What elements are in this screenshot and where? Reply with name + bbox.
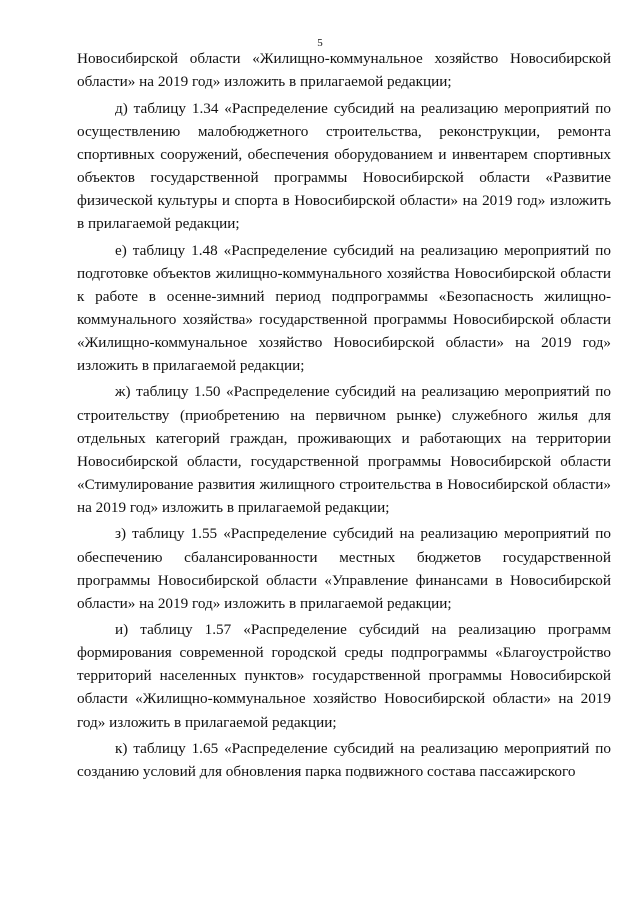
paragraph-continuation: Новосибирской области «Жилищно-коммунальное хозяйство Новосибирской области» на 2019 год» изложить в прилагаемой редакции; xyxy=(77,50,611,91)
paragraph-item-z: з) таблицу 1.55 «Распределение субсидий на реализацию мероприятий по обеспечению сбалансированности местных бюджетов государственной программы Новосибирской области «Управление финансами в Новосибирской области» на 2019 год» изложить в прилагаемой редакции; xyxy=(77,525,611,612)
paragraph-item-i: и) таблицу 1.57 «Распределение субсидий на реализацию программ формирования современной городской среды подпрограммы «Благоустройство территорий населенных пунктов» государственной программы Новосибирской области «Жилищно-коммунальное хозяйство Новосибирской области» на 2019 год» изложить в прилагаемой редакции; xyxy=(77,621,611,731)
document-body xyxy=(77,47,611,787)
page-number: 5 xyxy=(317,37,323,49)
paragraph-item-zh: ж) таблицу 1.50 «Распределение субсидий на реализацию мероприятий по строительству (приобретению на первичном рынке) служебного жилья для отдельных категорий граждан, проживающих и работающих на территории Новосибирской области, государственной программы Новосибирской области «Стимулирование развития жилищного строительства в Новосибирской области» на 2019 год» изложить в прилагаемой редакции; xyxy=(77,383,611,516)
paragraph-item-d: д) таблицу 1.34 «Распределение субсидий на реализацию мероприятий по осуществлению малобюджетного строительства, реконструкции, ремонта спортивных сооружений, обеспечения оборудованием и инвентарем спортивных объектов государственной программы Новосибирской области «Развитие физической культуры и спорта в Новосибирской области» на 2019 год» изложить в прилагаемой редакции; xyxy=(77,99,611,233)
paragraph-item-e: е) таблицу 1.48 «Распределение субсидий на реализацию мероприятий по подготовке объектов жилищно-коммунального хозяйства Новосибирской области к работе в осенне-зимний период подпрограммы «Безопасность жилищно-коммунального хозяйства» государственной программы Новосибирской области «Жилищно-коммунальное хозяйство Новосибирской области» на 2019 год» изложить в прилагаемой редакции; xyxy=(77,241,611,374)
paragraph-item-k: к) таблицу 1.65 «Распределение субсидий на реализацию мероприятий по созданию условий для обновления парка подвижного состава пассажирского xyxy=(77,740,611,781)
